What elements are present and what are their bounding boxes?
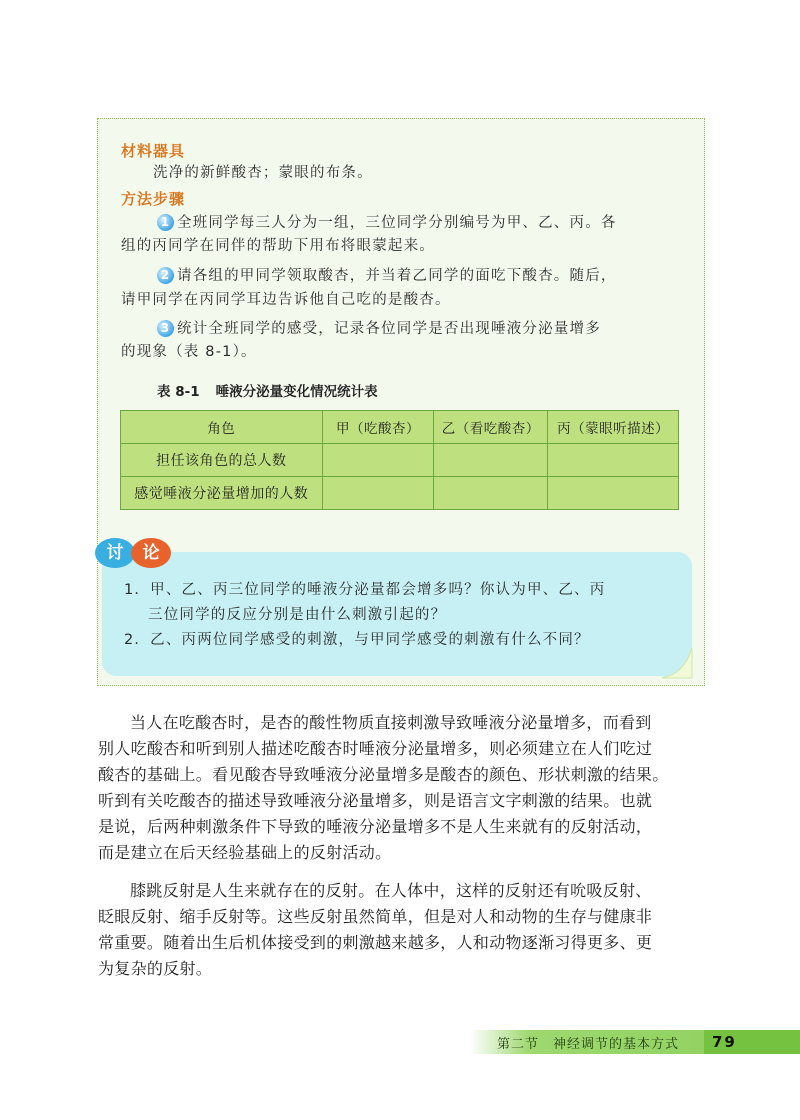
step-2-line1: 请各组的甲同学领取酸杏，并当着乙同学的面吃下酸杏。随后， — [177, 268, 617, 284]
materials-heading: 材料器具 — [121, 142, 186, 160]
body-p1-line: 当人在吃酸杏时，是杏的酸性物质直接刺激导致唾液分泌量增多，而看到 — [130, 713, 652, 732]
question-2 — [124, 628, 590, 652]
step-number-badge: 3 — [157, 320, 174, 337]
body-p2-line: 眨眼反射、缩手反射等。这些反射虽然简单，但是对人和动物的生存与健康非 — [98, 907, 653, 926]
table-header-cell: 甲（吃酸杏） — [322, 411, 434, 444]
materials-text: 洗净的新鲜酸杏；蒙眼的布条。 — [153, 165, 373, 181]
question-1-line2: 三位同学的反应分别是由什么刺激引起的？ — [148, 607, 447, 623]
question-number: 1． — [124, 582, 151, 598]
table-header-cell: 乙（看吃酸杏） — [434, 411, 548, 444]
step-3-line1: 统计全班同学的感受，记录各位同学是否出现唾液分泌量增多 — [177, 321, 601, 337]
step-1 — [157, 212, 617, 234]
footer-section: 第二节 — [497, 1037, 540, 1052]
question-number: 2． — [124, 632, 151, 648]
body-p1-line: 酸杏的基础上。看见酸杏导致唾液分泌量增多是酸杏的颜色、形状刺激的结果。 — [98, 765, 669, 784]
table-header-row — [121, 411, 679, 444]
step-number-badge: 1 — [157, 214, 174, 231]
question-2-line1: 乙、丙两位同学感受的刺激，与甲同学感受的刺激有什么不同？ — [150, 632, 590, 648]
method-heading: 方法步骤 — [121, 190, 186, 208]
question-1-line1: 甲、乙、丙三位同学的唾液分泌量都会增多吗？你认为甲、乙、丙 — [150, 582, 606, 598]
step-2 — [157, 265, 617, 287]
body-p1-line: 是说，后两种刺激条件下导致的唾液分泌量增多不是人生来就有的反射活动， — [98, 817, 653, 836]
step-1-line2: 组的丙同学在同伴的帮助下用布将眼蒙起来。 — [121, 238, 435, 254]
saliva-stats-table — [120, 410, 679, 510]
table-caption — [157, 380, 378, 400]
table-cell — [322, 444, 434, 477]
table-row — [121, 477, 679, 510]
table-cell: 担任该角色的总人数 — [121, 444, 323, 477]
body-p2-line: 为复杂的反射。 — [98, 959, 213, 978]
step-3 — [157, 318, 601, 340]
table-cell: 感觉唾液分泌量增加的人数 — [121, 477, 323, 510]
footer-section-title: 神经调节的基本方式 — [553, 1037, 680, 1052]
footer-title — [497, 1033, 679, 1052]
table-title: 唾液分泌量变化情况统计表 — [215, 384, 378, 400]
body-p1-line: 别人吃酸杏和听到别人描述吃酸杏时唾液分泌量增多，则必须建立在人们吃过 — [98, 739, 653, 758]
table-row — [121, 444, 679, 477]
table-cell — [434, 444, 548, 477]
body-p1-line: 而是建立在后天经验基础上的反射活动。 — [98, 843, 392, 862]
page-number: 79 — [712, 1033, 737, 1051]
body-p2-line: 膝跳反射是人生来就存在的反射。在人体中，这样的反射还有吮吸反射、 — [130, 881, 652, 900]
discussion-badge — [95, 538, 191, 572]
table-cell — [322, 477, 434, 510]
discussion-badge-char: 论 — [131, 538, 171, 568]
table-cell — [548, 477, 679, 510]
body-p1-line: 听到有关吃酸杏的描述导致唾液分泌量增多，则是语言文字刺激的结果。也就 — [98, 791, 653, 810]
question-1 — [124, 578, 605, 602]
step-2-line2: 请甲同学在丙同学耳边告诉他自己吃的是酸杏。 — [121, 292, 451, 308]
step-number-badge: 2 — [157, 267, 174, 284]
table-header-cell: 角色 — [121, 411, 323, 444]
body-p2-line: 常重要。随着出生后机体接受到的刺激越来越多，人和动物逐渐习得更多、更 — [98, 933, 653, 952]
table-cell — [434, 477, 548, 510]
table-header-cell: 丙（蒙眼听描述） — [548, 411, 679, 444]
table-number: 表 8-1 — [157, 384, 200, 400]
step-1-line1: 全班同学每三人分为一组，三位同学分别编号为甲、乙、丙。各 — [177, 215, 617, 231]
table-cell — [548, 444, 679, 477]
discussion-badge-char: 讨 — [95, 538, 135, 568]
page-curl-icon — [662, 648, 702, 688]
step-3-line2: 的现象（表 8-1）。 — [121, 344, 257, 360]
